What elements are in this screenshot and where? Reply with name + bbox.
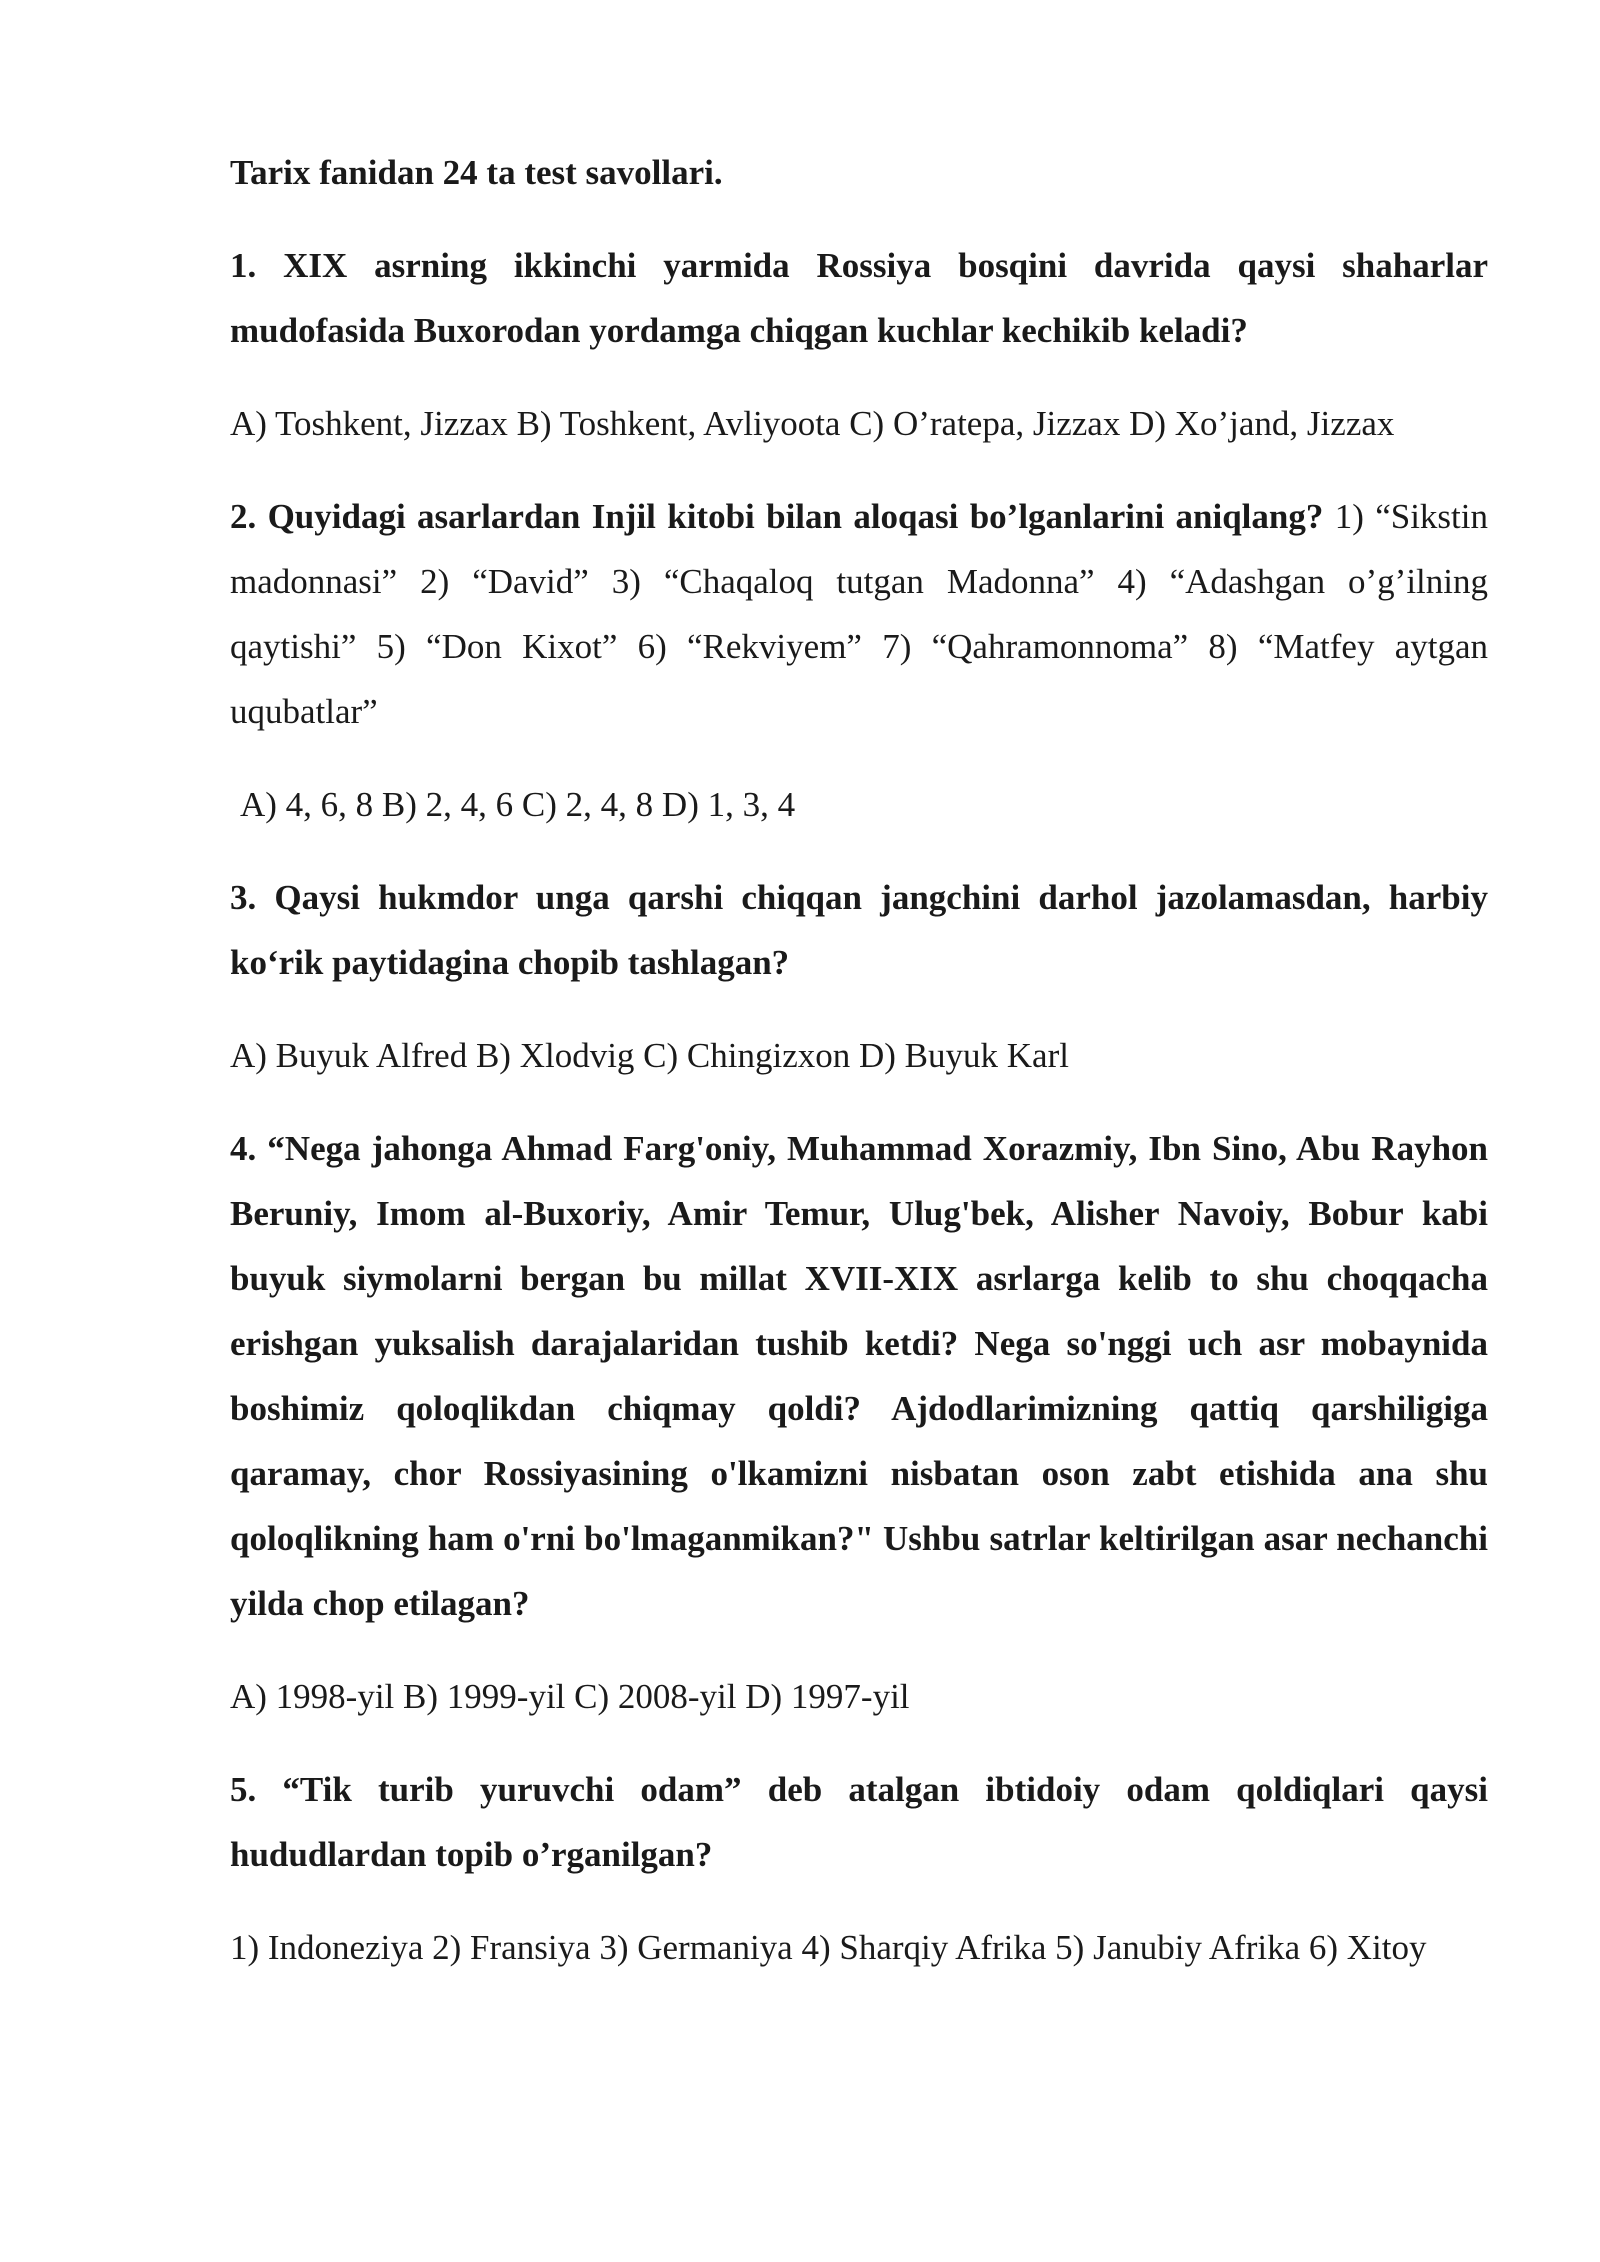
question-1-options: A) Toshkent, Jizzax B) Toshkent, Avliyoota C) O’ratepa, Jizzax D) Xo’jand, Jizzax <box>230 404 1395 443</box>
question-2-text: 2. Quyidagi asarlardan Injil kitobi bilan aloqasi bo’lganlarini aniqlang? <box>230 497 1324 536</box>
question-5-text: 5. “Tik turib yuruvchi odam” deb atalgan ibtidoiy odam qoldiqlari qaysi hududlardan topib o’rganilgan? <box>230 1770 1488 1874</box>
question-2-list: 1) “Sikstin madonnasi” 2) “David” 3) “Chaqaloq tutgan Madonna” 4) “Adashgan o’g’ilning qaytishi” 5) “Don Kixot” 6) “Rekviyem” 7) “Qahramonnoma” 8) “Matfey aytgan uqubatlar” <box>230 497 1489 731</box>
document-page <box>230 140 1488 2008</box>
question-3-text: 3. Qaysi hukmdor unga qarshi chiqqan jangchini darhol jazolamasdan, harbiy ko‘rik paytidagina chopib tashlagan? <box>230 878 1488 982</box>
question-1-text: 1. XIX asrning ikkinchi yarmida Rossiya bosqini davrida qaysi shaharlar mudofasida Buxorodan yordamga chiqgan kuchlar kechikib keladi? <box>230 246 1488 350</box>
question-2-block <box>230 484 1488 744</box>
document-title: Tarix fanidan 24 ta test savollari. <box>230 153 723 192</box>
question-2-options: A) 4, 6, 8 B) 2, 4, 6 C) 2, 4, 8 D) 1, 3, 4 <box>240 785 796 824</box>
question-4-text: 4. “Nega jahonga Ahmad Farg'oniy, Muhammad Xorazmiy, Ibn Sino, Abu Rayhon Beruniy, Imom al-Buxoriy, Amir Temur, Ulug'bek, Alisher Navoiy, Bobur kabi buyuk siymolarni bergan bu millat XVII-XIX asrlarga kelib to shu choqqacha erishgan yuksalish darajalaridan tushib ketdi? Nega so'nggi uch asr mobaynida boshimiz qoloqlikdan chiqmay qoldi? Ajdodlarimizning qattiq qarshiligiga qaramay, chor Rossiyasining o'lkamizni nisbatan oson zabt etishida ana shu qoloqlikning ham o'rni bo'lmaganmikan?" Ushbu satrlar keltirilgan asar nechanchi yilda chop etilagan? <box>230 1129 1488 1623</box>
question-3-options: A) Buyuk Alfred B) Xlodvig C) Chingizxon D) Buyuk Karl <box>230 1036 1069 1075</box>
question-5-options: 1) Indoneziya 2) Fransiya 3) Germaniya 4) Sharqiy Afrika 5) Janubiy Afrika 6) Xitoy <box>230 1928 1427 1967</box>
question-4-options: A) 1998-yil B) 1999-yil C) 2008-yil D) 1997-yil <box>230 1677 910 1716</box>
